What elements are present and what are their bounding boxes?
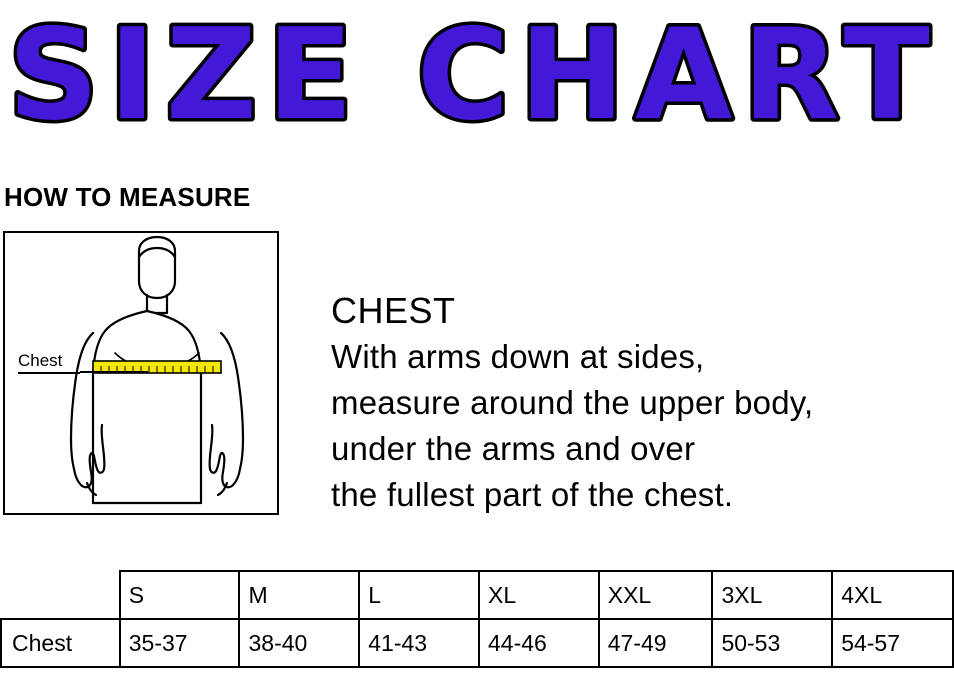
chest-value-xl: 44-46 [479,619,599,667]
size-header-xxl: XXL [599,571,713,619]
size-header-l: L [359,571,479,619]
chest-description-body [331,334,951,518]
chest-value-m: 38-40 [239,619,359,667]
table-corner-cell [1,571,120,619]
row-header-chest: Chest [1,619,120,667]
chest-callout-leader-line [80,371,148,373]
chest-callout-underline [18,372,80,374]
chest-description [331,288,951,518]
chest-description-heading: CHEST [331,290,456,331]
chest-description-line-4: the fullest part of the chest. [331,476,734,513]
size-chart-title-graphic [0,0,954,150]
chest-value-xxl: 47-49 [599,619,713,667]
chest-callout-label: Chest [18,351,63,370]
size-header-m: M [239,571,359,619]
page-title-text: SIZE CHART [8,1,940,148]
chest-value-4xl: 54-57 [832,619,953,667]
chest-value-s: 35-37 [120,619,240,667]
how-to-measure-heading: HOW TO MEASURE [4,182,251,212]
chest-value-l: 41-43 [359,619,479,667]
size-header-xl: XL [479,571,599,619]
chest-value-3xl: 50-53 [712,619,832,667]
size-header-3xl: 3XL [712,571,832,619]
table-row [1,619,953,667]
size-table [0,570,954,668]
chest-description-line-3: under the arms and over [331,430,696,467]
chest-description-line-2: measure around the upper body, [331,384,814,421]
page-title-banner [0,0,954,150]
size-header-4xl: 4XL [832,571,953,619]
size-header-s: S [120,571,240,619]
chest-description-line-1: With arms down at sides, [331,338,705,375]
table-header-row [1,571,953,619]
